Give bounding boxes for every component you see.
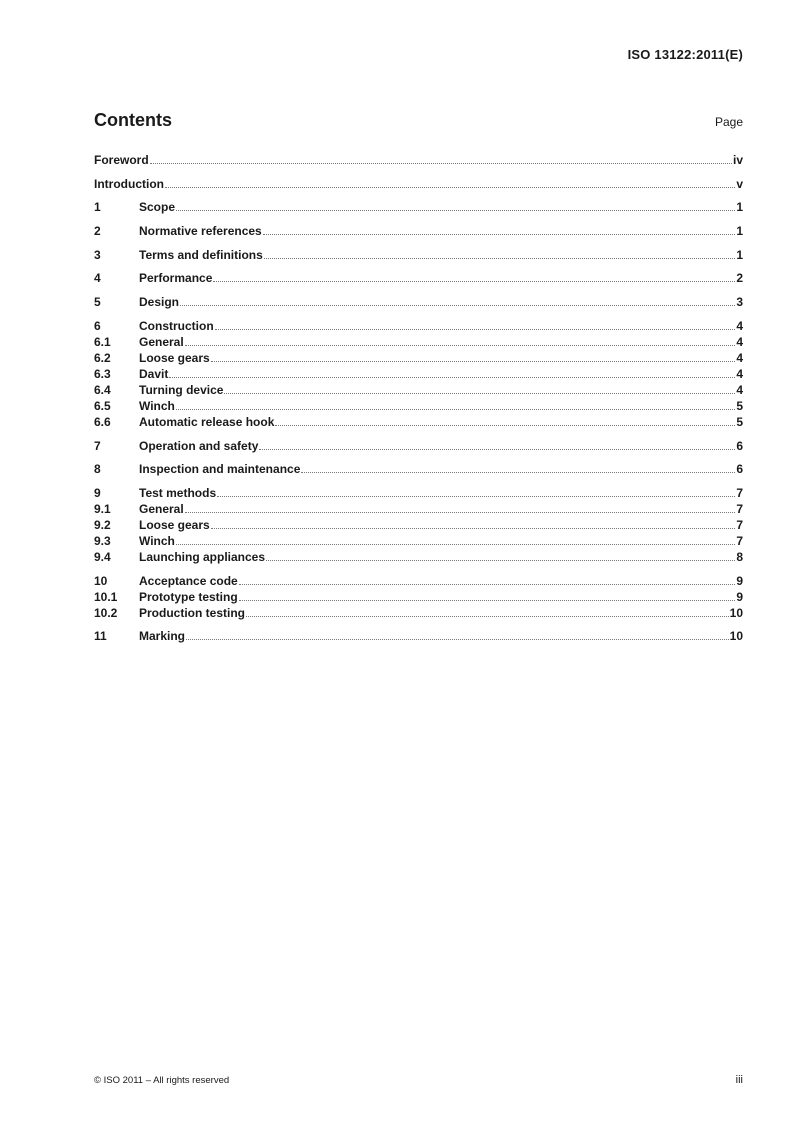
toc-entry[interactable] (94, 223, 743, 239)
toc-entry-number: 9.4 (94, 549, 111, 564)
toc-entry-number: 7 (94, 438, 101, 453)
table-of-contents (94, 152, 743, 644)
toc-entry-title[interactable]: Performance (139, 271, 213, 286)
toc-entry-title[interactable]: Automatic release hook (139, 414, 275, 429)
toc-entry[interactable] (94, 270, 743, 286)
dot-leader (239, 600, 736, 601)
toc-entry-page: 10 (729, 629, 743, 644)
toc-entry-title[interactable]: Design (139, 295, 180, 310)
toc-entry-number: 3 (94, 247, 101, 262)
dot-leader (176, 210, 735, 211)
toc-entry-title[interactable]: Operation and safety (139, 438, 259, 453)
toc-entry-number: 1 (94, 200, 101, 215)
dot-leader (217, 496, 735, 497)
toc-entry-title[interactable]: Loose gears (139, 350, 210, 365)
toc-entry-title[interactable]: General (139, 501, 184, 516)
toc-entry-number: 11 (94, 629, 107, 644)
toc-entry-page: 4 (736, 334, 743, 349)
dot-leader (165, 187, 735, 188)
toc-entry[interactable] (94, 152, 743, 168)
dot-leader (169, 377, 735, 378)
dot-leader (176, 409, 735, 410)
toc-entry-title[interactable]: Test methods (139, 485, 217, 500)
toc-entry-title[interactable]: Launching appliances (139, 549, 266, 564)
toc-entry-page: 6 (736, 438, 743, 453)
dot-leader (246, 616, 729, 617)
toc-entry-title[interactable]: Winch (139, 533, 175, 548)
page-number: iii (735, 1074, 743, 1086)
toc-entry-title[interactable]: Foreword (94, 153, 149, 167)
toc-entry-title[interactable]: Marking (139, 629, 186, 644)
toc-entry-page: 4 (736, 382, 743, 397)
toc-entry-number: 6.5 (94, 398, 111, 413)
toc-entry-title[interactable]: Introduction (94, 176, 164, 191)
dot-leader (211, 361, 736, 362)
toc-entry[interactable] (94, 334, 743, 350)
toc-entry-page: 8 (736, 549, 743, 564)
toc-entry-page: 6 (736, 462, 743, 477)
toc-entry-number: 5 (94, 295, 101, 310)
toc-entry[interactable] (94, 517, 743, 533)
dot-leader (211, 528, 736, 529)
toc-entry[interactable] (94, 382, 743, 398)
toc-entry-title[interactable]: Loose gears (139, 517, 210, 532)
toc-entry-title[interactable]: Davit (139, 366, 169, 381)
toc-entry-page: 7 (736, 485, 743, 500)
toc-entry-number: 6.2 (94, 350, 111, 365)
contents-header (94, 110, 743, 134)
dot-leader (215, 329, 736, 330)
toc-entry-title[interactable]: Production testing (139, 605, 245, 620)
toc-entry-number: 6.3 (94, 366, 111, 381)
toc-entry[interactable] (94, 533, 743, 549)
toc-entry[interactable] (94, 628, 743, 644)
toc-entry-page: 10 (729, 605, 743, 620)
toc-entry[interactable] (94, 549, 743, 565)
toc-entry[interactable] (94, 414, 743, 430)
toc-entry-page: 1 (736, 200, 743, 215)
toc-entry-number: 10.2 (94, 605, 118, 620)
toc-entry-page: 7 (736, 517, 743, 532)
toc-entry-number: 10.1 (94, 589, 118, 604)
toc-entry-title[interactable]: Terms and definitions (139, 247, 263, 262)
dot-leader (239, 584, 736, 585)
toc-entry-number: 9.3 (94, 533, 111, 548)
toc-entry-number: 6.1 (94, 334, 111, 349)
toc-entry-title[interactable]: Acceptance code (139, 573, 238, 588)
dot-leader (275, 425, 735, 426)
toc-entry-page: iv (732, 153, 743, 167)
toc-entry-page: 1 (736, 247, 743, 262)
toc-entry-page: 7 (736, 533, 743, 548)
document-id: ISO 13122:2011(E) (627, 47, 743, 62)
toc-entry-title[interactable]: General (139, 334, 184, 349)
toc-entry-number: 9.2 (94, 517, 111, 532)
toc-entry-title[interactable]: Prototype testing (139, 589, 238, 604)
toc-entry-title[interactable]: Turning device (139, 382, 224, 397)
dot-leader (224, 393, 735, 394)
toc-entry[interactable] (94, 605, 743, 621)
toc-entry-page: 4 (736, 318, 743, 333)
contents-title: Contents (94, 110, 172, 130)
toc-entry-number: 6.6 (94, 414, 111, 429)
toc-entry[interactable] (94, 350, 743, 366)
toc-entry[interactable] (94, 247, 743, 263)
toc-entry-page: v (736, 176, 743, 191)
copyright-notice: © ISO 2011 – All rights reserved (94, 1075, 230, 1086)
toc-entry-number: 9.1 (94, 501, 111, 516)
toc-entry-page: 5 (736, 398, 743, 413)
dot-leader (176, 544, 735, 545)
toc-entry-page: 4 (736, 366, 743, 381)
toc-entry-page: 1 (736, 224, 743, 239)
toc-entry-page: 2 (736, 271, 743, 286)
toc-entry-number: 9 (94, 485, 101, 500)
dot-leader (266, 560, 735, 561)
toc-entry[interactable] (94, 318, 743, 334)
toc-entry-page: 5 (736, 414, 743, 429)
toc-entry-number: 10 (94, 573, 108, 588)
dot-leader (185, 512, 736, 513)
dot-leader (259, 449, 735, 450)
toc-entry-number: 4 (94, 271, 101, 286)
toc-entry-title[interactable]: Winch (139, 398, 175, 413)
page-column-label: Page (714, 115, 743, 129)
toc-entry-page: 3 (736, 295, 743, 310)
toc-entry-title[interactable]: Scope (139, 200, 176, 215)
dot-leader (301, 472, 735, 473)
dot-leader (186, 639, 729, 640)
toc-entry[interactable] (94, 461, 743, 477)
toc-entry-number: 6 (94, 318, 101, 333)
toc-entry-number: 2 (94, 224, 101, 239)
toc-entry[interactable] (94, 589, 743, 605)
toc-entry-number: 8 (94, 462, 101, 477)
toc-entry[interactable] (94, 501, 743, 517)
toc-entry-page: 7 (736, 501, 743, 516)
dot-leader (150, 163, 732, 164)
toc-entry[interactable] (94, 573, 743, 589)
toc-entry-title[interactable]: Normative references (139, 224, 262, 239)
dot-leader (180, 305, 735, 306)
toc-entry[interactable] (94, 176, 743, 192)
dot-leader (185, 345, 736, 346)
toc-entry-title[interactable]: Construction (139, 318, 214, 333)
toc-entry[interactable] (94, 294, 743, 310)
toc-entry-number: 6.4 (94, 382, 111, 397)
toc-entry[interactable] (94, 398, 743, 414)
toc-entry[interactable] (94, 438, 743, 454)
toc-entry[interactable] (94, 199, 743, 215)
toc-entry-title[interactable]: Inspection and maintenance (139, 462, 301, 477)
toc-entry-page: 4 (736, 350, 743, 365)
toc-entry[interactable] (94, 485, 743, 501)
toc-entry[interactable] (94, 366, 743, 382)
dot-leader (263, 234, 736, 235)
dot-leader (213, 281, 735, 282)
toc-entry-page: 9 (736, 589, 743, 604)
dot-leader (264, 258, 736, 259)
toc-entry-page: 9 (736, 573, 743, 588)
